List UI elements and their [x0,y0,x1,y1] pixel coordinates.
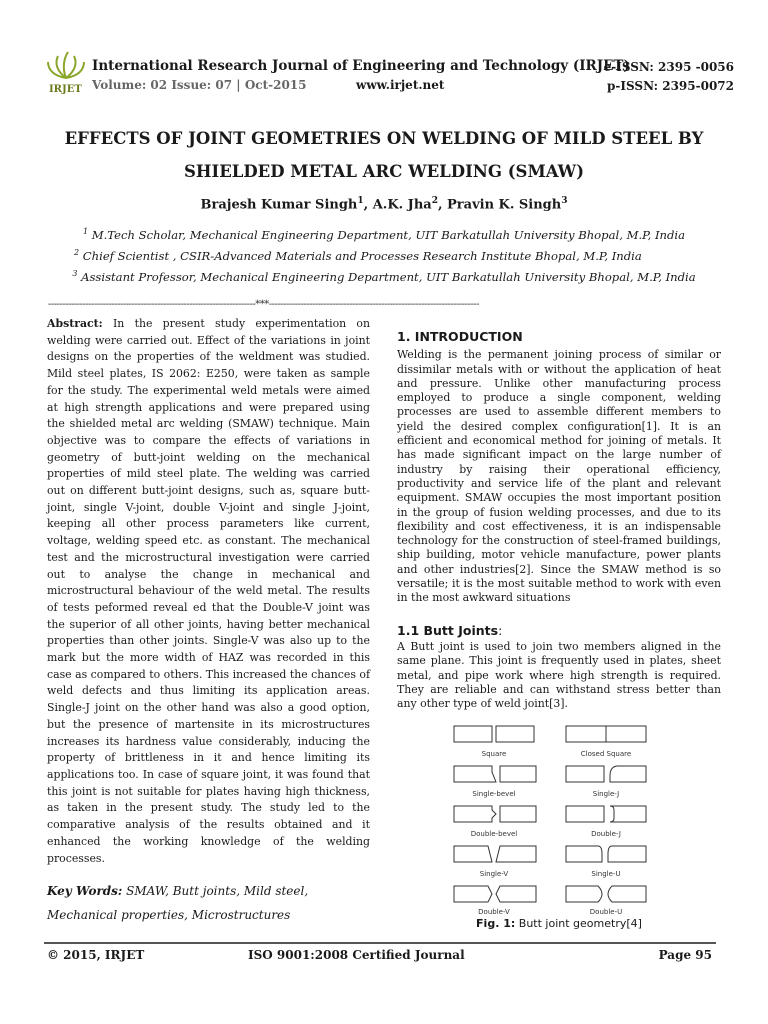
keywords-label: Key Words: [47,884,123,899]
footer-divider [44,942,716,944]
page-number: 95 [695,948,712,962]
butt-joint-geometry-figure [452,724,652,918]
figure-label-square: Square [481,750,507,758]
abstract-label: Abstract: [47,317,103,330]
figure-label-double-j: Double-J [591,830,621,838]
abstract [47,316,370,867]
e-issn: e-ISSN: 2395 -0056 [603,60,734,74]
affiliation-text: Chief Scientist , CSIR-Advanced Materials and Processes Research Institute Bhopal, M.P, India [79,248,642,263]
keywords-text: SMAW, Butt joints, Mild steel, Mechanical properties, Microstructures [47,884,309,923]
keywords [47,879,370,927]
author-name: Pravin K. Singh [447,197,562,213]
butt-joints-heading-text: 1.1 Butt Joints [397,622,499,638]
abstract-column [47,316,370,927]
author-name: A.K. Jha [372,197,432,213]
introduction-text: Welding is the permanent joining process of similar or dissimilar metals with or without the application of heat and pressure. Unlike other manufacturing process employed to produce a single component, welding processes are used to assemble different members to yield the desired complex configuration[1]. It is an efficient and economical method for joining of metals. It has made significant impact on the large number of industry by raising their operational efficiency, productivity and service life of the plant and relevant equipment. SMAW occupies the most important position in the group of fusion welding processes, and due to its flexibility and cost effectiveness, it is an indispensable technology for the construction of steel-framed buildings, ship building, motor vehicle manufacture, power plants and other industries[2]. Since the SMAW method is so versatile; it is the most suitable method to work with even in the most awkward situations [397,348,721,605]
title-line-2: SHIELDED METAL ARC WELDING (SMAW) [183,162,585,181]
affiliation-mark: 3 [72,268,78,278]
figure-label-single-v: Single-V [479,870,509,878]
author-separator: , [437,197,448,213]
author-mark: 1 [357,196,364,206]
figure-label-double-u: Double-U [589,908,623,916]
author-separator: , [363,197,373,213]
logo-text: IRJET [49,84,82,95]
figure-label-single-bevel: Single-bevel [472,790,516,798]
journal-url[interactable]: www.irjet.net [356,78,445,92]
author-mark: 2 [431,196,438,206]
figure-caption-label: Fig. 1: [476,917,516,930]
butt-joints-heading-colon: : [498,622,503,638]
affiliation [40,223,728,244]
title-line-1: EFFECTS OF JOINT GEOMETRIES ON WELDING OF MILD STEEL BY [64,129,704,148]
butt-joints-text: A Butt joint is used to join two members aligned in the same plane. This joint is frequently used in plates, sheet metal, and pipe work where high strength is required. They are reliable and can withstand stress better than any other type of weld joint[3]. [397,639,721,711]
affiliation-mark: 1 [82,227,89,236]
author-mark: 3 [561,196,568,206]
journal-header [44,50,734,100]
affiliation [40,265,728,286]
footer-copyright: © 2015, IRJET [47,948,145,962]
p-issn: p-ISSN: 2395-0072 [607,79,734,93]
page-label: Page [658,948,696,962]
butt-joints-heading [397,624,721,638]
figure-label-single-u: Single-U [591,870,621,878]
introduction-column [397,330,721,711]
figure-label-double-bevel: Double-bevel [470,830,518,838]
affiliation-text: M.Tech Scholar, Mechanical Engineering Department, UIT Barkatullah University Bhopal, M.P, India [88,227,686,242]
footer-iso: ISO 9001:2008 Certified Journal [248,948,465,962]
affiliations [40,223,728,286]
affiliation-text: Assistant Professor, Mechanical Engineering Department, UIT Barkatullah University Bhopal, M.P, India [77,269,696,284]
affiliation-mark: 2 [74,247,80,257]
journal-volume: Volume: 02 Issue: 07 | Oct-2015 [92,78,307,92]
figure-caption-text: Butt joint geometry[4] [515,917,642,930]
figure-label-double-v: Double-V [478,908,510,916]
footer-page [659,948,712,962]
introduction-heading: 1. INTRODUCTION [397,329,523,344]
abstract-text: In the present study experimentation on welding were carried out. Effect of the variations in joint designs on the properties of the weldment was studied. Mild steel plates, IS 2062: E250, were taken as sample for the study. The experimental weld metals were aimed at high strength applications and were prepared using the shielded metal arc welding (SMAW) technique. Main objective was to compare the effects of variations in geometry of butt-joint welding on the mechanical properties of mild steel plate. The welding was carried out on different butt-joint designs, such as, square butt-joint, single V-joint, double V-joint and single J-joint, keeping all other process parameters like current, voltage, welding speed etc. as constant. The mechanical test and the microstructural investigation were carried out to analyse the change in mechanical and microstructural behaviour of the weld metal. The results of tests peformed reveal ed that the Double-V joint was the superior of all other joints, having better mechanical properties than other joints. Single-V was also up to the mark but the more width of HAZ was recorded in this case as compared to others. This increased the chances of weld defects and thus limiting its application areas. Single-J joint on the other hand was also a good option, but the presence of martensite in its microstructures increases its hardness value considerably, inducing the property of brittleness in it and hence limiting its applications too. In case of square joint, it was found that this joint is not suitable for plates having high thickness, as taken in the present study. The study led to the comparative analysis of the results obtained and it enhanced the working knowledge of the welding processes. [47,317,370,865]
journal-name: International Research Journal of Engineering and Technology (IRJET) [92,58,630,74]
irjet-logo-icon [44,50,88,96]
figure-caption [397,917,721,930]
author-name: Brajesh Kumar Singh [200,197,358,213]
figure-label-single-j: Single-J [592,790,620,798]
section-divider: ------------------------------------------------------------------------***------------------------------------------------------------------------- [48,299,479,310]
figure-label-closed-square: Closed Square [580,750,632,758]
affiliation [40,244,728,265]
author-list [40,196,728,212]
paper-title [40,122,728,188]
